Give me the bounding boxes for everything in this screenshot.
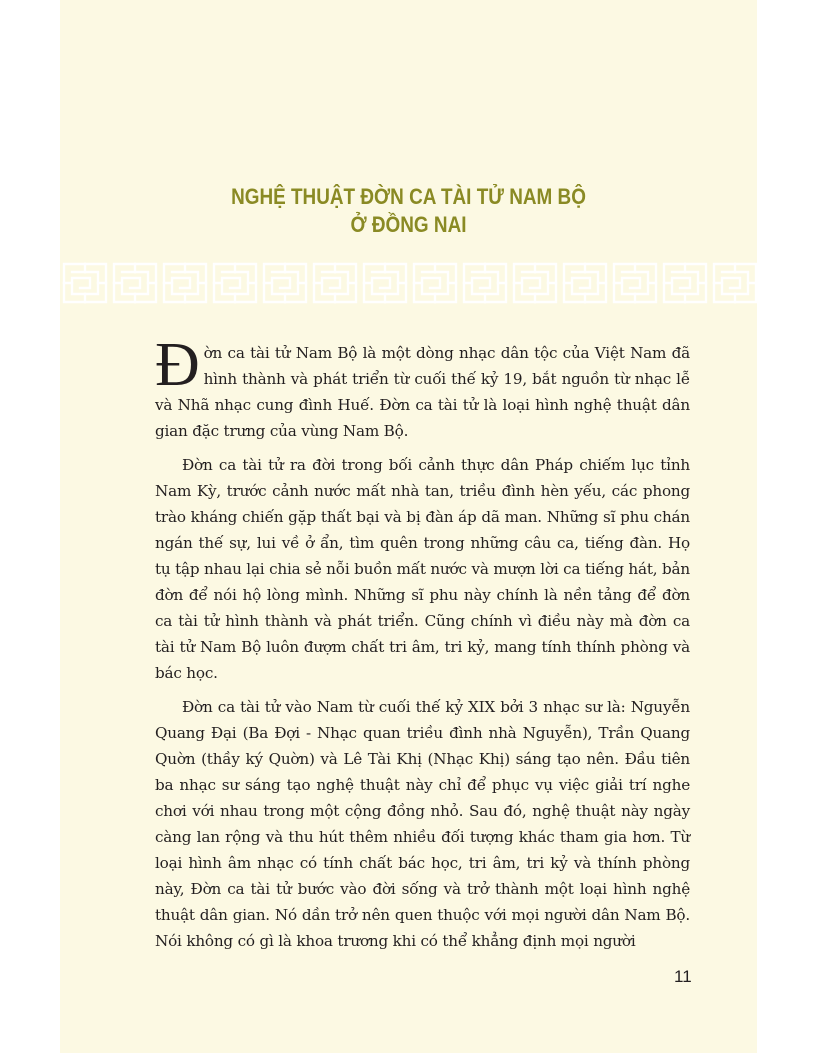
- paragraph-3: Đờn ca tài tử vào Nam từ cuối thế kỷ XIX bởi 3 nhạc sư là: Nguyễn Quang Đại (Ba Đợi - Nhạc quan triều đình nhà Nguyễn), Trần Quang Quờn (thầy ký Quờn) và Lê Tài Khị (Nhạc Khị) sáng tạo nên. Đầu tiên ba nhạc sư sáng tạo nghệ thuật này chỉ để phục vụ việc giải trí nghe chơi với nhau trong một cộng đồng nhỏ. Sau đó, nghệ thuật này ngày càng lan rộng và thu hút thêm nhiều đối tượng khác tham gia hơn. Từ loại hình âm nhạc có tính chất bác học, tri âm, tri kỷ và thính phòng này, Đờn ca tài tử bước vào đời sống và trở thành một loại hình nghệ thuật dân gian. Nó dần trở nên quen thuộc với mọi người dân Nam Bộ. Nói không có gì là khoa trương khi có thể khẳng định mọi người: [155, 698, 690, 950]
- paragraph-2: Đờn ca tài tử ra đời trong bối cảnh thực dân Pháp chiếm lục tỉnh Nam Kỳ, trước cảnh nước mất nhà tan, triều đình hèn yếu, các phong trào kháng chiến gặp thất bại và bị đàn áp dã man. Những sĩ phu chán ngán thế sự, lui về ở ẩn, tìm quên trong những câu ca, tiếng đàn. Họ tụ tập nhau lại chia sẻ nỗi buồn mất nước và mượn lời ca tiếng hát, bản đờn để nói hộ lòng mình. Những sĩ phu này chính là nền tảng để đờn ca tài tử hình thành và phát triển. Cũng chính vì điều này mà đờn ca tài tử Nam Bộ luôn đượm chất tri âm, tri kỷ, mang tính thính phòng và bác học.: [155, 456, 690, 682]
- chapter-title-line-2: Ở ĐỒNG NAI: [350, 212, 467, 237]
- chapter-title: [109, 183, 708, 239]
- fret-pattern-border-icon: [60, 258, 757, 308]
- drop-cap: Đ: [155, 331, 200, 399]
- paragraph-1-text: ờn ca tài tử Nam Bộ là một dòng nhạc dân tộc của Việt Nam đã hình thành và phát triển từ cuối thế kỷ 19, bắt nguồn từ nhạc lễ và Nhã nhạc cung đình Huế. Đờn ca tài tử là loại hình nghệ thuật dân gian đặc trưng của vùng Nam Bộ.: [155, 344, 690, 440]
- book-page: [60, 0, 757, 1053]
- page-number: 11: [674, 967, 692, 986]
- paragraph-1: [155, 331, 690, 444]
- chapter-title-line-1: NGHỆ THUẬT ĐỜN CA TÀI TỬ NAM BỘ: [231, 184, 586, 209]
- body-text: [155, 331, 690, 962]
